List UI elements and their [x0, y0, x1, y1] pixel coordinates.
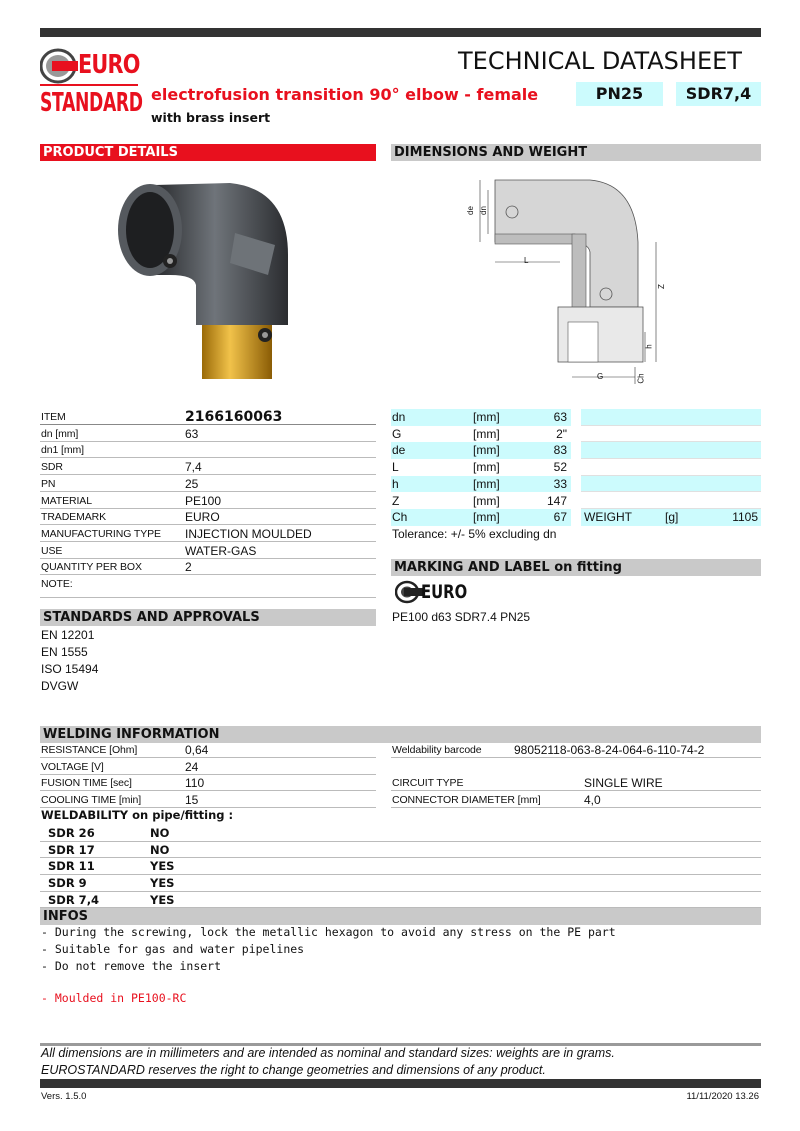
dimension-value: 83 — [553, 443, 567, 458]
weldability-result: NO — [150, 826, 170, 840]
detail-row — [40, 509, 376, 525]
dimension-unit: [mm] — [473, 460, 500, 475]
dimension-name: dn — [392, 410, 406, 424]
standard-item: DVGW — [41, 679, 79, 693]
weldability-sdr: SDR 17 — [48, 842, 95, 857]
logo-text-top: EURO — [78, 50, 140, 80]
weldability-sdr: SDR 26 — [48, 826, 95, 840]
dimension-row — [391, 509, 571, 526]
detail-value: WATER-GAS — [185, 543, 257, 558]
dimension-unit: [mm] — [473, 493, 500, 508]
welding-value: 110 — [185, 776, 205, 791]
welding-row — [40, 775, 376, 791]
version: Vers. 1.5.0 — [41, 1091, 87, 1102]
weight-label: WEIGHT — [584, 510, 632, 524]
technical-drawing — [460, 172, 670, 387]
pn-badge — [576, 82, 663, 106]
detail-row — [40, 576, 376, 598]
weldability-row — [40, 825, 761, 842]
dimension-name: Z — [392, 493, 400, 508]
welding-label: RESISTANCE [Ohm] — [41, 744, 138, 756]
top-bar — [40, 28, 761, 37]
dimension-value: 67 — [553, 510, 567, 525]
info-item: - Do not remove the insert — [41, 959, 222, 973]
connector-label: CONNECTOR DIAMETER [mm] — [392, 794, 541, 806]
dimension-unit: [mm] — [473, 510, 500, 525]
label-dn: dn — [478, 206, 488, 215]
label-G: G — [597, 372, 604, 381]
detail-row — [40, 442, 376, 458]
dimensions-weight-header: DIMENSIONS AND WEIGHT — [391, 144, 761, 161]
detail-label: TRADEMARK — [41, 511, 107, 524]
dimension-value: 52 — [553, 460, 567, 475]
weldability-sdr: SDR 7,4 — [48, 892, 100, 907]
detail-label: QUANTITY PER BOX — [41, 561, 142, 574]
weldability-row — [40, 875, 761, 892]
marking-logo-text: EURO — [421, 581, 468, 603]
barcode-value: 98052118-063-8-24-064-6-110-74-2 — [514, 743, 705, 757]
standard-item: EN 12201 — [41, 628, 95, 642]
barcode-label: Weldability barcode — [392, 744, 482, 756]
infos-header: INFOS — [40, 908, 761, 925]
dimension-right-cell — [581, 409, 761, 426]
product-details-header: PRODUCT DETAILS — [40, 144, 376, 161]
elbow-fitting-illustration — [110, 175, 290, 380]
dimension-row — [391, 459, 571, 476]
info-item: - Suitable for gas and water pipelines — [41, 942, 305, 956]
detail-row — [40, 493, 376, 509]
detail-row — [40, 426, 376, 442]
dimension-value: 2" — [556, 426, 567, 441]
detail-row — [40, 526, 376, 542]
welding-label: VOLTAGE [V] — [41, 760, 104, 773]
product-subtitle: with brass insert — [151, 110, 271, 125]
welding-row — [40, 792, 376, 808]
detail-label: PN — [41, 477, 56, 490]
dimension-unit: [mm] — [473, 443, 500, 458]
doc-title: TECHNICAL DATASHEET — [458, 47, 742, 75]
weldability-row — [40, 892, 761, 909]
label-de: de — [465, 206, 475, 215]
dimension-value: 147 — [546, 493, 567, 508]
weight-value: 1105 — [732, 510, 758, 524]
detail-row — [40, 559, 376, 575]
circuit-value: SINGLE WIRE — [584, 776, 663, 790]
tolerance-note: Tolerance: +/- 5% excluding dn — [392, 527, 557, 541]
circuit-row — [391, 775, 761, 791]
welding-label: COOLING TIME [min] — [41, 794, 142, 807]
sdr-badge-text: SDR7,4 — [685, 84, 752, 103]
weldability-result: NO — [150, 842, 170, 857]
weldability-row — [40, 842, 761, 859]
dimension-unit: [mm] — [473, 426, 500, 441]
detail-row — [40, 543, 376, 559]
weldability-result: YES — [150, 876, 175, 891]
dimension-row — [391, 426, 571, 443]
eurostandard-logo — [40, 44, 143, 120]
detail-label: SDR — [41, 461, 63, 474]
detail-row — [40, 409, 376, 425]
detail-value: 7,4 — [185, 460, 202, 475]
marking-text: PE100 d63 SDR7.4 PN25 — [392, 610, 531, 624]
logo-text-bottom: STANDARD — [40, 88, 143, 118]
detail-row — [40, 459, 376, 475]
detail-value: 2 — [185, 560, 192, 575]
dimension-right-cell — [581, 476, 761, 493]
detail-label: NOTE: — [41, 578, 73, 590]
marking-logo — [395, 580, 467, 604]
weldability-result: YES — [150, 859, 175, 874]
weldability-title: WELDABILITY on pipe/fitting : — [41, 808, 234, 822]
connector-row — [391, 792, 761, 808]
weldability-row — [40, 858, 761, 875]
dimension-right-cell — [581, 493, 761, 510]
detail-label: ITEM — [41, 411, 66, 423]
detail-value: 63 — [185, 426, 199, 441]
info-item: - During the screwing, lock the metallic hexagon to avoid any stress on the PE part — [41, 925, 616, 939]
weldability-result: YES — [150, 892, 175, 907]
welding-row — [40, 742, 376, 758]
disclaimer-line-2: EUROSTANDARD reserves the right to change geometries and dimensions of any product. — [41, 1063, 546, 1077]
dimension-row — [391, 442, 571, 459]
sdr-badge — [676, 82, 761, 106]
detail-value: 25 — [185, 476, 199, 491]
dimension-name: Ch — [392, 510, 408, 525]
infos-red-note: - Moulded in PE100-RC — [41, 991, 187, 1005]
detail-label: dn1 [mm] — [41, 444, 84, 457]
detail-value: EURO — [185, 510, 220, 525]
label-h: h — [644, 344, 654, 349]
standards-header: STANDARDS AND APPROVALS — [40, 609, 376, 626]
label-Ch: Ch — [636, 373, 646, 384]
label-L: L — [524, 256, 529, 265]
detail-label: MANUFACTURING TYPE — [41, 527, 161, 540]
dimension-right-cell — [581, 426, 761, 443]
welding-header: WELDING INFORMATION — [40, 726, 761, 743]
detail-value: INJECTION MOULDED — [185, 526, 312, 541]
detail-value: 2166160063 — [185, 409, 283, 425]
detail-row — [40, 476, 376, 492]
circuit-label: CIRCUIT TYPE — [392, 777, 464, 789]
detail-label: MATERIAL — [41, 494, 92, 507]
standard-item: ISO 15494 — [41, 662, 99, 676]
weldability-sdr: SDR 11 — [48, 859, 95, 874]
dimension-value: 33 — [553, 476, 567, 491]
detail-value: PE100 — [185, 493, 222, 508]
product-image — [110, 175, 290, 380]
weight-row — [581, 509, 761, 526]
label-Z: Z — [656, 284, 666, 289]
detail-label: dn [mm] — [41, 427, 79, 440]
dimension-right-cell — [581, 442, 761, 459]
dimension-name: de — [392, 443, 406, 458]
product-title: electrofusion transition 90° elbow - female — [151, 85, 539, 104]
marking-header: MARKING AND LABEL on fitting — [391, 559, 761, 576]
dimension-value: 63 — [553, 410, 567, 424]
welding-value: 0,64 — [185, 743, 209, 757]
dimension-name: G — [392, 426, 402, 441]
disclaimer-line-1: All dimensions are in millimeters and are intended as nominal and standard sizes: weights are in grams. — [41, 1046, 615, 1060]
welding-label: FUSION TIME [sec] — [41, 777, 132, 790]
barcode-row — [391, 742, 761, 758]
detail-label: USE — [41, 544, 63, 557]
dimension-unit: [mm] — [473, 410, 500, 424]
connector-value: 4,0 — [584, 793, 601, 807]
timestamp: 11/11/2020 13.26 — [686, 1091, 759, 1102]
welding-value: 24 — [185, 759, 199, 774]
dimension-name: h — [392, 476, 399, 491]
welding-row — [40, 759, 376, 775]
weldability-sdr: SDR 9 — [48, 876, 87, 891]
dimension-row — [391, 493, 571, 510]
dimension-row — [391, 476, 571, 493]
dimension-row — [391, 409, 571, 426]
pn-badge-text: PN25 — [595, 84, 644, 103]
welding-value: 15 — [185, 793, 199, 808]
bottom-bar — [40, 1079, 761, 1088]
weight-unit: [g] — [665, 510, 679, 524]
dimension-name: L — [392, 460, 399, 475]
dimension-drawing-svg — [460, 172, 670, 387]
dimension-unit: [mm] — [473, 476, 500, 491]
dimension-right-cell — [581, 459, 761, 476]
standard-item: EN 1555 — [41, 645, 88, 659]
